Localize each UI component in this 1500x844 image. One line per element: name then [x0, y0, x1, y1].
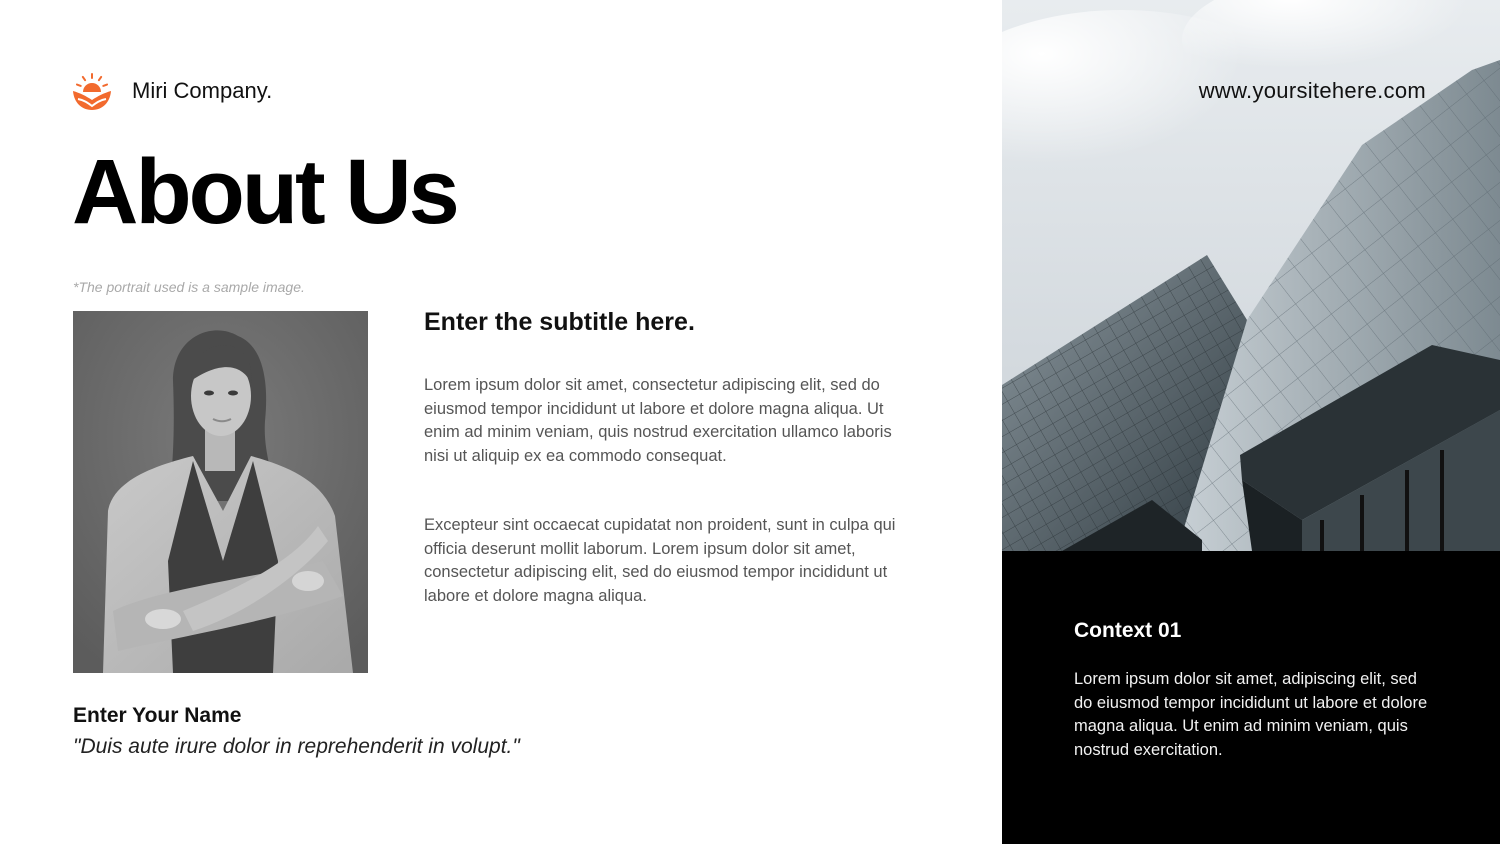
context-title: Context 01: [1074, 619, 1182, 642]
company-name: Miri Company.: [132, 78, 273, 103]
website-link[interactable]: www.yoursitehere.com: [1198, 78, 1426, 103]
body-paragraph-2: Excepteur sint occaecat cupidatat non proident, sunt in culpa qui officia deserunt mollit laborum. Lorem ipsum dolor sit amet, consectetur adipiscing elit, sed do eiusmod tempor incididunt ut labore et dolore magna aliqua.: [424, 516, 896, 605]
portrait-image: [73, 311, 368, 673]
body-paragraph-1: Lorem ipsum dolor sit amet, consectetur adipiscing elit, sed do eiusmod tempor incididunt ut labore et dolore magna aliqua. Ut enim ad minim veniam, quis nostrud exercitation ullamco laboris nisi ut aliquip ex ea commodo consequat.: [424, 376, 892, 465]
section-subtitle: Enter the subtitle here.: [424, 308, 695, 336]
person-name: Enter Your Name: [73, 704, 242, 727]
context-body: Lorem ipsum dolor sit amet, adipiscing elit, sed do eiusmod tempor incididunt ut labore et dolore magna aliqua. Ut enim ad minim veniam, quis nostrud exercitation.: [1074, 670, 1428, 759]
image-note: *The portrait used is a sample image.: [73, 279, 305, 295]
page-title: About Us: [72, 141, 457, 243]
sun-wave-logo-icon: [72, 72, 112, 112]
company-logo: [72, 72, 112, 112]
person-quote: "Duis aute irure dolor in reprehenderit in volupt.": [73, 735, 520, 758]
